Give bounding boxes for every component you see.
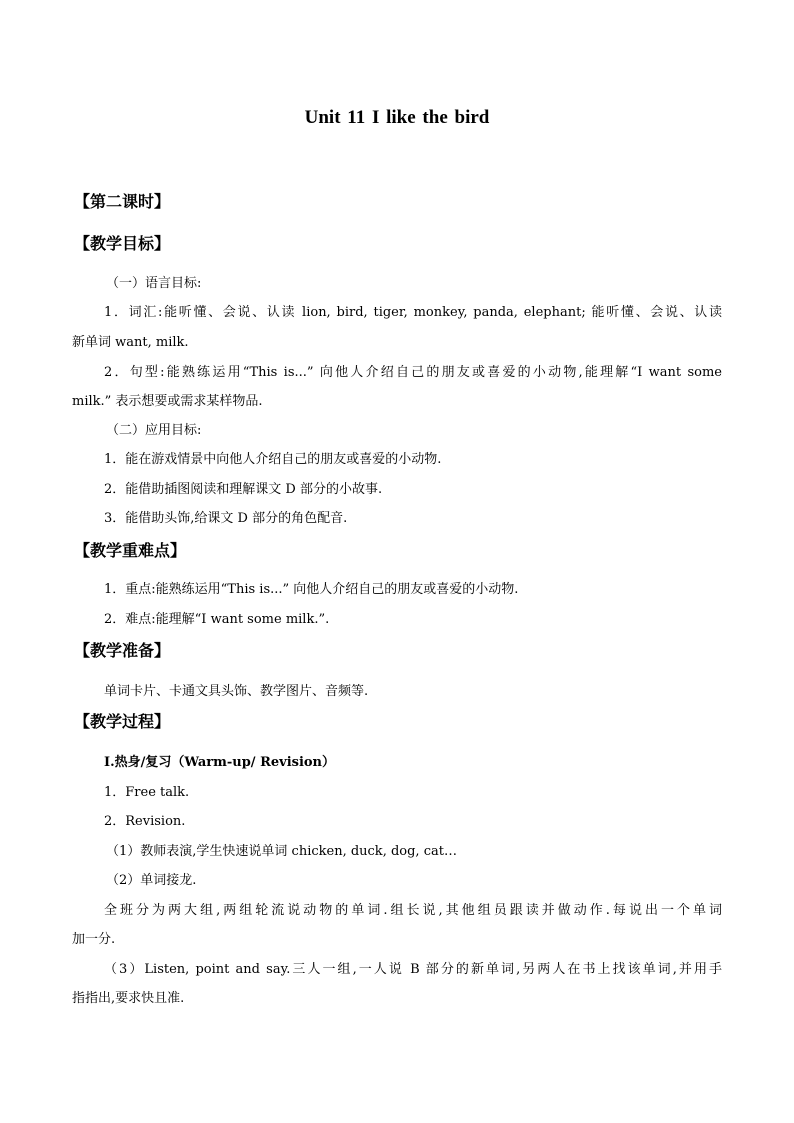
key-point-1: 1．重点:能熟练运用“This is...” 向他人介绍自己的朋友或喜爱的小动物. xyxy=(104,582,519,597)
process-sub-1: （1）教师表演,学生快速说单词 chicken, duck, dog, cat… xyxy=(106,844,457,859)
application-item-1: 1．能在游戏情景中向他人介绍自己的朋友或喜爱的小动物. xyxy=(104,452,442,467)
application-goal-label: （二）应用目标: xyxy=(106,423,202,438)
process-item-1: 1．Free talk. xyxy=(104,785,190,800)
key-point-2: 2．难点:能理解“I want some milk.”. xyxy=(104,612,330,627)
document-title: Unit 11 I like the bird xyxy=(304,107,490,128)
process-item-2: 2．Revision. xyxy=(104,814,186,829)
process-sub-3-line-1: （3）Listen, point and say.三人一组,一人说 B 部分的新单词,另两人在书上找该单词,并用手 xyxy=(104,962,722,977)
heading-lesson: 【第二课时】 xyxy=(74,192,171,211)
vocab-line-1: 1．词汇:能听懂、会说、认读 lion, bird, tiger, monkey, panda, elephant; 能听懂、会说、认读 xyxy=(104,305,722,320)
heading-objectives: 【教学目标】 xyxy=(74,234,171,253)
process-step-1-title: I.热身/复习（Warm-up/ Revision） xyxy=(104,755,336,770)
application-item-2: 2．能借助插图阅读和理解课文 D 部分的小故事. xyxy=(104,482,383,497)
vocab-line-2: 新单词 want, milk. xyxy=(72,335,189,350)
heading-preparation: 【教学准备】 xyxy=(74,641,171,660)
process-sub-3-line-2: 指指出,要求快且准. xyxy=(72,991,185,1006)
preparation-text: 单词卡片、卡通文具头饰、教学图片、音频等. xyxy=(104,684,369,699)
application-item-3: 3．能借助头饰,给课文 D 部分的角色配音. xyxy=(104,511,348,526)
heading-key-points: 【教学重难点】 xyxy=(74,541,187,560)
heading-process: 【教学过程】 xyxy=(74,712,171,731)
sentence-line-1: 2．句型:能熟练运用“This is...” 向他人介绍自己的朋友或喜爱的小动物,能理解“I want some xyxy=(104,365,722,380)
process-paragraph-1-line-2: 加一分. xyxy=(72,932,116,947)
process-sub-2: （2）单词接龙. xyxy=(106,873,197,888)
process-paragraph-1-line-1: 全班分为两大组,两组轮流说动物的单词.组长说,其他组员跟读并做动作.每说出一个单词 xyxy=(104,903,722,918)
sentence-line-2: milk.” 表示想要或需求某样物品. xyxy=(72,394,263,409)
language-goal-label: （一）语言目标: xyxy=(106,276,202,291)
